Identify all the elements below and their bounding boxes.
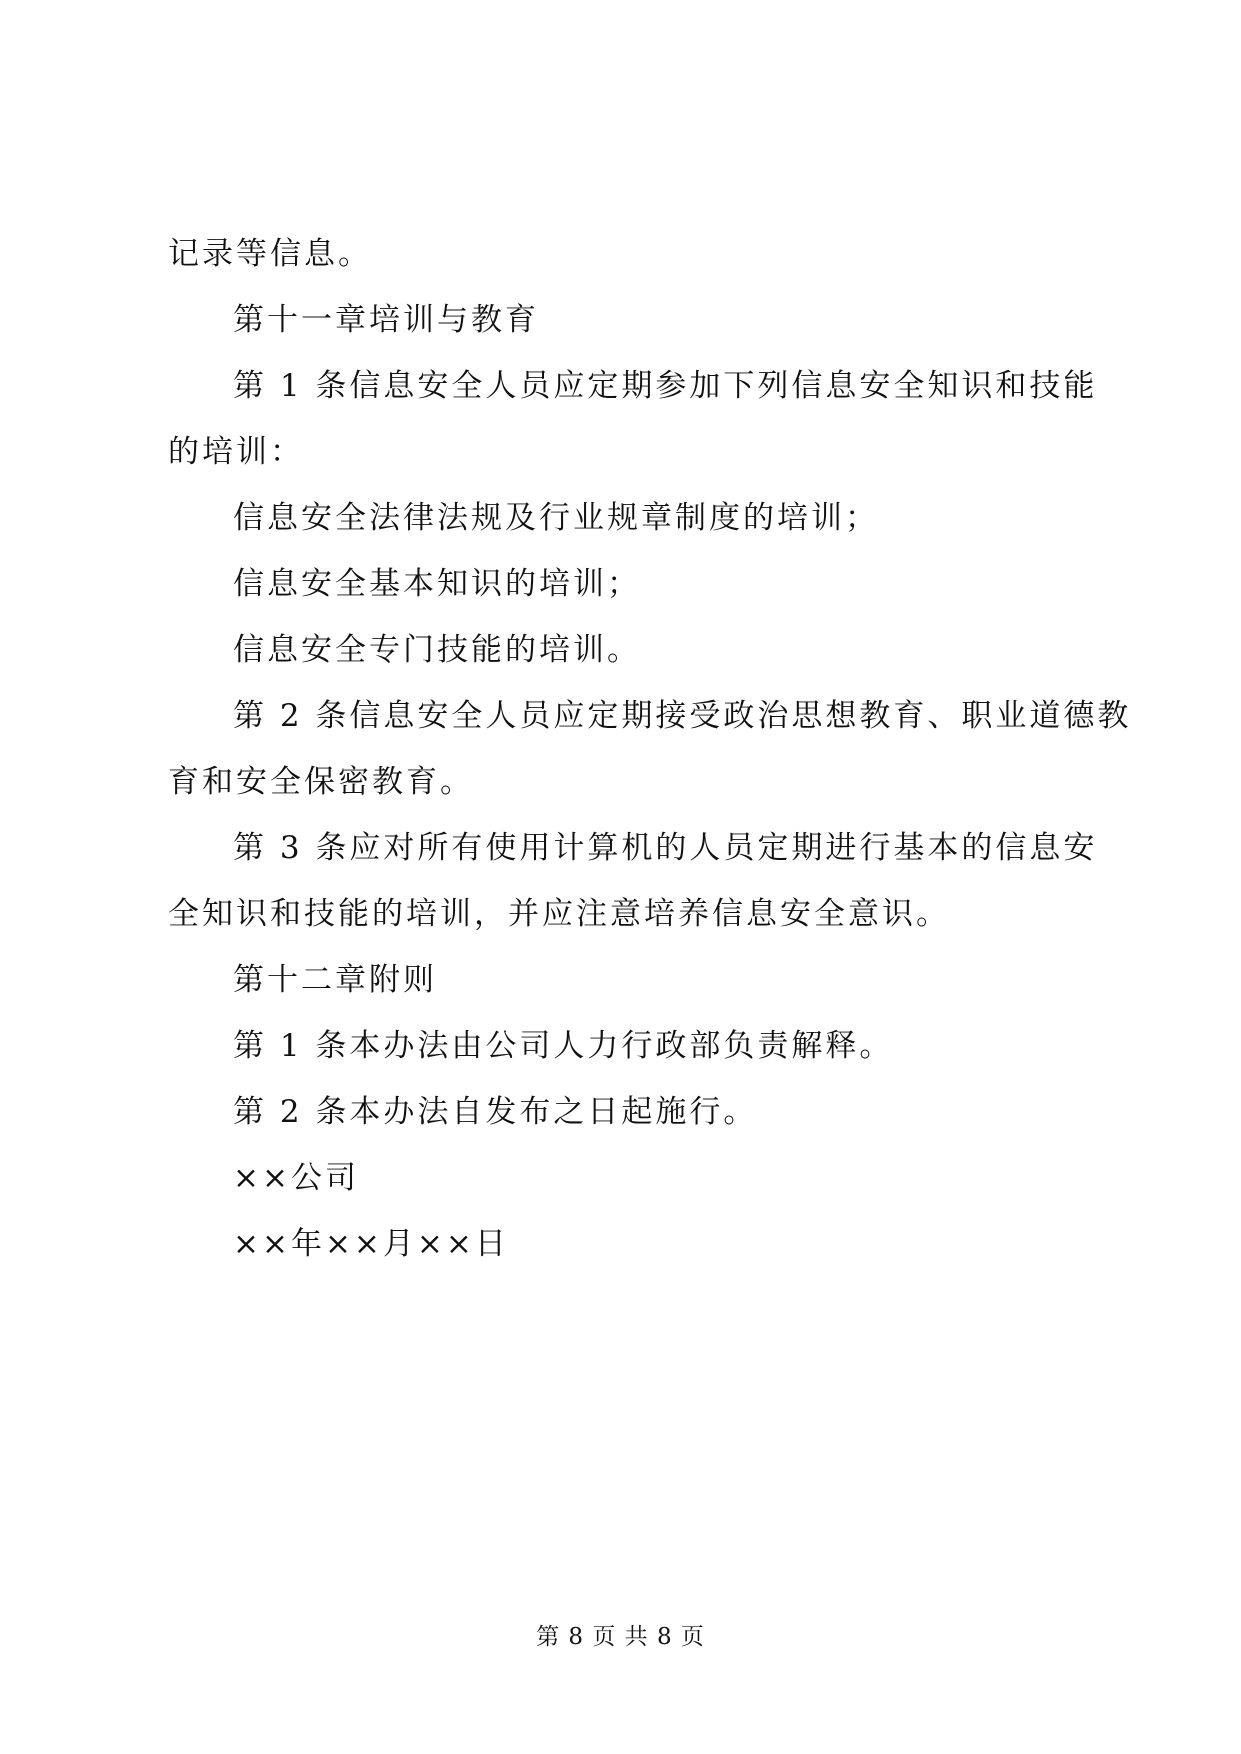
paragraph-line: 第 2 条本办法自发布之日起施行。 (233, 1094, 758, 1130)
page-number-footer: 第 8 页 共 8 页 (536, 1624, 705, 1650)
paragraph-line: 第 2 条信息安全人员应定期接受政治思想教育、职业道德教 (233, 698, 1132, 734)
paragraph-line: 全知识和技能的培训，并应注意培养信息安全意识。 (168, 896, 950, 932)
paragraph-line: 第 1 条信息安全人员应定期参加下列信息安全知识和技能 (233, 368, 1098, 404)
company-signature: ××公司 (233, 1160, 359, 1196)
list-item: 信息安全基本知识的培训； (233, 566, 641, 602)
chapter-heading: 第十一章培训与教育 (233, 302, 539, 338)
paragraph-line: 第 1 条本办法由公司人力行政部负责解释。 (233, 1028, 894, 1064)
paragraph-line: 第 3 条应对所有使用计算机的人员定期进行基本的信息安 (233, 830, 1098, 866)
list-item: 信息安全专门技能的培训。 (233, 632, 641, 668)
paragraph-line: 记录等信息。 (168, 236, 372, 272)
paragraph-line: 育和安全保密教育。 (168, 764, 474, 800)
list-item: 信息安全法律法规及行业规章制度的培训； (233, 500, 879, 536)
paragraph-line: 的培训： (168, 434, 304, 470)
chapter-heading: 第十二章附则 (233, 962, 437, 998)
date-line: ××年××月××日 (233, 1226, 509, 1262)
